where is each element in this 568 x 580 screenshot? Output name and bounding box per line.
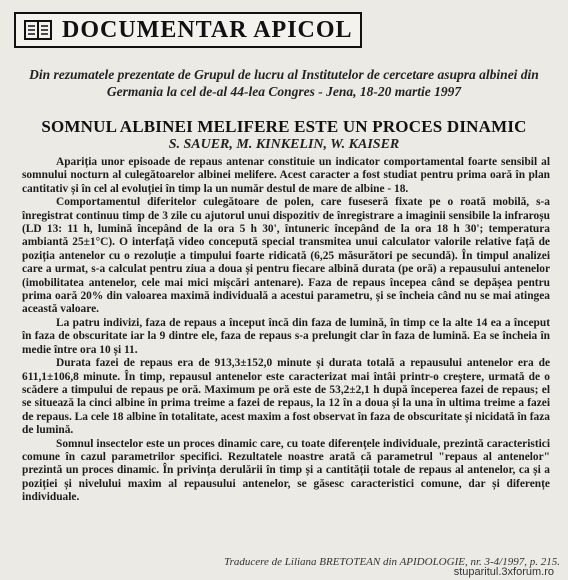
header-title: DOCUMENTAR APICOL bbox=[62, 16, 353, 43]
paragraph: La patru indivizi, faza de repaus a început încă din faza de lumină, în timp ce la alte 14 ea a început în faza de obscuritate iar la 9 dintre ele, faza de repaus s-a prelungit clar în faza de lumină. Ea se încheia în medie între ora 10 și 11. bbox=[22, 316, 550, 356]
site-watermark: stuparitul.3xforum.ro bbox=[453, 566, 554, 578]
translation-credit: Traducere de Liliana BRETOTEAN din APIDOLOGIE, nr. 3-4/1997, p. 215. bbox=[224, 556, 560, 568]
intro-text: Din rezumatele prezentate de Grupul de lucru al Institutelor de cercetare asupra albinei din Germania la cel de-al 44-lea Congres - Jena, 18-20 martie 1997 bbox=[29, 67, 539, 99]
article-authors: S. SAUER, M. KINKELIN, W. KAISER bbox=[168, 137, 400, 152]
paragraph: Apariția unor episoade de repaus antenar constituie un indicator comportamental foarte sensibil al somnului nocturn al culegătoarelor albinei melifere. Acest caracter a fost studiat pentru prima oară în plan cantitativ și în cel al evoluției în timp la un număr destul de mare de albine - 18. bbox=[22, 156, 550, 195]
book-icon bbox=[24, 19, 52, 41]
article-title: SOMNUL ALBINEI MELIFERE ESTE UN PROCES DINAMIC bbox=[41, 117, 527, 136]
paragraph: Somnul insectelor este un proces dinamic care, cu toate diferențele individuale, prezintă caracteristici comune în cazul parametrilor specifici. Rezultatele noastre arată că parametrul "repaus al antenelor" prezintă un proces dinamic. În privința derulării în timp și a cantității totale de repaus al antenelor, ca și a poziției și nivelului maxim al repausului antenelor, se găsesc caracteristici comune, dar și diferențe individuale. bbox=[22, 437, 550, 504]
article-body bbox=[22, 156, 550, 505]
paragraph: Durata fazei de repaus era de 913,3±152,0 minute și durata totală a repausului antenelor era de 611,1±106,8 minute. În timp, repausul antenelor este caracterizat mai întâi printr-o creștere, urmată de o scădere a timpului de repaus pe oră. Maximum pe oră este de 53,2±2,1 h după începerea fazei de repaus; el se situează la cinci albine în prima treime a fazei de repaus, la 12 în a doua și la una în ultima treime a fazei de repaus. La cele 18 albine în totalitate, acest maxim a fost observat în faza de obscuritate și nicidată în faza de lumină. bbox=[22, 357, 550, 437]
paragraph: Comportamentul diferitelor culegătoare de polen, care fuseseră fixate pe o roată mobilă, s-a înregistrat continuu timp de 3 zile cu ajutorul unui dispozitiv de înregistrare a imaginii sensibile la infraroșu (LD 13: 11 h, lumină începând de la ora 5 h 30', întuneric începând de la ora 18 h 30'; temperatura ambiantă 25±1°C). O interfață video concepută special transmitea unui calculator valorile relative față de poziția antenelor cu o rezoluție a timpului foarte ridicată (6,25 măsurători pe secundă). În timpul analizei care a urmat, s-a calculat pentru ziua a doua și pentru fiecare albină durata (pe oră) a repausului antenelor (imobilitatea antenelor, cele mai mici mișcări antenare). Faza de repaus începea când se depășea pentru prima oară 20% din valoarea maximă individuală a acestui parametru, și se încheia când nu se mai atingea această valoare. bbox=[22, 196, 550, 316]
section-header bbox=[14, 12, 362, 48]
